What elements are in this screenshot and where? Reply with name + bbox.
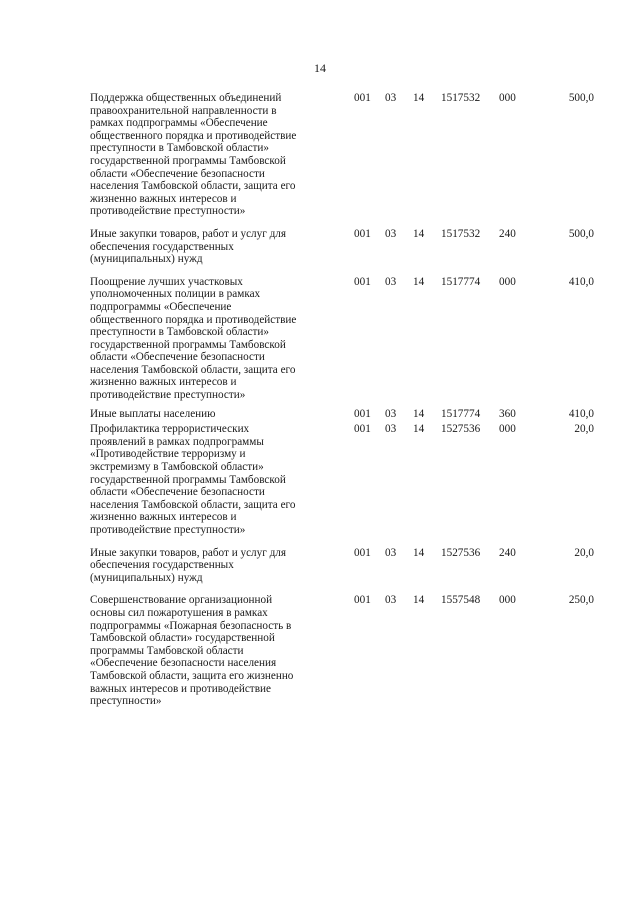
subsection-code: 14 [413,275,425,288]
row-name: Поощрение лучших участковых уполномоченных полиции в рамках подпрограммы «Обеспечение общественного порядка и противодействие преступности в Тамбовской области» государственной программы Тамбовской области «Обеспечение безопасности населения Тамбовской области, защита его жизненно важных интересов и противодействие преступности» [90,275,297,402]
table-row [90,276,594,402]
table-row [90,547,594,585]
amount: 410,0 [568,407,594,420]
subsection-code: 14 [413,227,425,240]
amount: 500,0 [568,227,594,240]
section-code: 03 [385,227,397,240]
expense-type-code: 000 [499,275,516,288]
expense-type-code: 000 [499,423,516,436]
section-code: 03 [385,423,397,436]
table-row [90,228,594,266]
table-row [90,423,594,536]
expense-type-code: 000 [499,594,516,607]
section-code: 03 [385,594,397,607]
ministry-code: 001 [354,546,371,559]
subsection-code: 14 [413,423,425,436]
expense-type-code: 240 [499,227,516,240]
subsection-code: 14 [413,407,425,420]
row-name: Поддержка общественных объединений правоохранительной направленности в рамках подпрограммы «Обеспечение общественного порядка и противодействие преступности в Тамбовской области» государственной программы Тамбовской области «Обеспечение безопасности населения Тамбовской области, защита его жизненно важных интересов и противодействие преступности» [90,92,297,218]
amount: 250,0 [568,594,594,607]
subsection-code: 14 [413,594,425,607]
section-code: 03 [385,407,397,420]
ministry-code: 001 [354,407,371,420]
target-code: 1517532 [441,227,481,240]
subsection-code: 14 [413,546,425,559]
amount: 500,0 [568,92,594,104]
row-name: Иные закупки товаров, работ и услуг для обеспечения государственных (муниципальных) нужд [90,227,287,266]
target-code: 1527536 [441,423,481,436]
ministry-code: 001 [354,92,371,104]
table-row [90,92,594,218]
amount: 410,0 [568,275,594,288]
table-row [90,408,594,421]
expense-type-code: 000 [499,92,516,104]
target-code: 1517774 [441,275,481,288]
row-name: Иные закупки товаров, работ и услуг для обеспечения государственных (муниципальных) нужд [90,546,287,584]
table-row [90,594,594,707]
expense-type-code: 360 [499,407,516,420]
ministry-code: 001 [354,275,371,288]
target-code: 1527536 [441,546,481,559]
section-code: 03 [385,92,397,104]
ministry-code: 001 [354,594,371,607]
page-number: 14 [314,61,326,75]
row-name: Профилактика террористических проявлений в рамках подпрограммы «Противодействие терроризму и экстремизму в Тамбовской области» государственной программы Тамбовской области «Обеспечение безопасности населения Тамбовской области, защита его жизненно важных интересов и противодействие преступности» [90,423,296,536]
amount: 20,0 [574,546,594,559]
row-name: Иные выплаты населению [90,407,216,420]
subsection-code: 14 [413,92,425,104]
expense-type-code: 240 [499,546,516,559]
section-code: 03 [385,546,397,559]
target-code: 1517532 [441,92,481,104]
ministry-code: 001 [354,423,371,436]
ministry-code: 001 [354,227,371,240]
target-code: 1557548 [441,594,481,607]
amount: 20,0 [574,423,594,436]
section-code: 03 [385,275,397,288]
budget-table [90,92,594,708]
target-code: 1517774 [441,407,481,420]
row-name: Совершенствование организационной основы сил пожаротушения в рамках подпрограммы «Пожарная безопасность в Тамбовской области» государственной программы Тамбовской области «Обеспечение безопасности населения Тамбовской области, защита его жизненно важных интересов и противодействие преступности» [90,594,294,708]
